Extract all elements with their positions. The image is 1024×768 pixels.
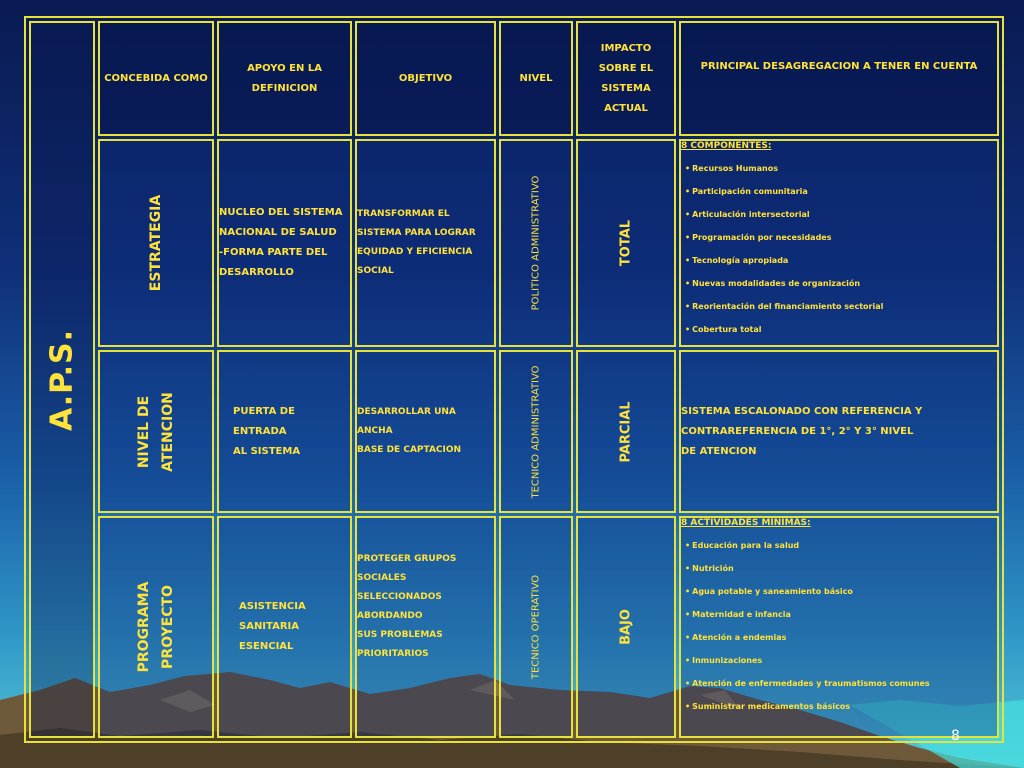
aps-side-cell [29,21,95,738]
nivel-label: TECNICO ADMINISTRATIVO [530,364,542,499]
row-label-programa-proyecto: PROGRAMA PROYECTO [136,581,176,673]
impacto-cell [576,139,676,347]
list-item: • Maternidad e infancia [685,603,997,626]
list-item: • Nutrición [685,557,997,580]
list-item: • Educación para la salud [685,534,997,557]
aps-table [24,16,1004,743]
objetivo-cell: TRANSFORMAR EL SISTEMA PARA LOGRAR EQUIDAD Y EFICIENCIA SOCIAL [355,139,496,347]
desagregacion-cell [679,139,999,347]
apoyo-cell: NUCLEO DEL SISTEMA NACIONAL DE SALUD -FORMA PARTE DEL DESARROLLO [217,139,352,347]
impacto-label: TOTAL [618,219,634,267]
row-label-estrategia: ESTRATEGIA [148,194,164,292]
objetivo-cell: DESARROLLAR UNA ANCHA BASE DE CAPTACION [355,350,496,513]
nivel-cell [499,350,573,513]
desagregacion-cell: SISTEMA ESCALONADO CON REFERENCIA Y CONTRAREFERENCIA DE 1°, 2° Y 3° NIVEL DE ATENCION [679,350,999,513]
list-item: • Programación por necesidades [685,226,997,249]
header-apoyo: APOYO EN LA DEFINICION [217,21,352,136]
row-label-cell [98,516,214,738]
list-item: • Participación comunitaria [685,180,997,203]
apoyo-cell: ASISTENCIA SANITARIA ESENCIAL [217,516,352,738]
list-item: • Agua potable y saneamiento básico [685,580,997,603]
list-item: • Suministrar medicamentos básicos [685,695,997,718]
actividades-list [681,534,997,718]
impacto-label: BAJO [618,609,634,645]
list-item: • Atención a endemias [685,626,997,649]
apoyo-cell: PUERTA DE ENTRADA AL SISTEMA [217,350,352,513]
table-row [29,350,999,513]
header-desagregacion: PRINCIPAL DESAGREGACION A TENER EN CUENTA [679,21,999,136]
nivel-cell [499,139,573,347]
table-row [29,139,999,347]
impacto-label: PARCIAL [618,400,634,463]
header-nivel: NIVEL [499,21,573,136]
list-item: • Inmunizaciones [685,649,997,672]
header-objetivo: OBJETIVO [355,21,496,136]
aps-side-label: A.P.S. [44,328,80,431]
list-item: • Articulación intersectorial [685,203,997,226]
list-item: • Reorientación del financiamiento sectorial [685,295,997,318]
list-item: • Recursos Humanos [685,157,997,180]
componentes-list [681,157,997,341]
page-number: 8 [951,728,960,744]
list-item: • Tecnología apropiada [685,249,997,272]
nivel-label: POLITICO ADMINISTRATIVO [530,175,542,311]
nivel-cell [499,516,573,738]
actividades-title: 8 ACTIVIDADES MINIMAS: [681,518,811,528]
list-item: • Atención de enfermedades y traumatismos comunes [685,672,997,695]
table-row [29,516,999,738]
row-label-cell [98,139,214,347]
impacto-cell [576,516,676,738]
header-impacto: IMPACTO SOBRE EL SISTEMA ACTUAL [576,21,676,136]
objetivo-cell: PROTEGER GRUPOS SOCIALES SELECCIONADOS ABORDANDO SUS PROBLEMAS PRIORITARIOS [355,516,496,738]
desagregacion-cell [679,516,999,738]
list-item: • Nuevas modalidades de organización [685,272,997,295]
row-label-cell [98,350,214,513]
componentes-title: 8 COMPONENTES: [681,141,772,151]
header-concebida: CONCEBIDA COMO [98,21,214,136]
list-item: • Cobertura total [685,318,997,341]
row-label-nivel-atencion: NIVEL DE ATENCION [136,391,176,472]
impacto-cell [576,350,676,513]
nivel-label: TECNICO OPERATIVO [530,574,542,680]
